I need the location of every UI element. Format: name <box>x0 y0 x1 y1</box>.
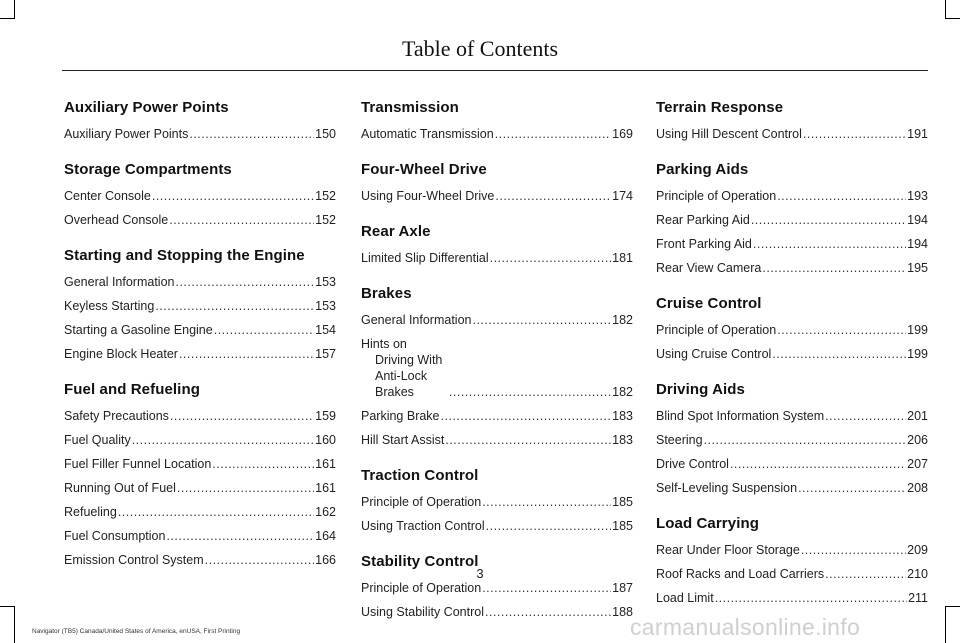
toc-entry-label: Engine Block Heater <box>64 347 178 361</box>
crop-mark-top-left-h <box>0 18 15 19</box>
toc-entry[interactable] <box>64 456 336 472</box>
toc-entry-page: 185 <box>612 519 633 533</box>
toc-section <box>64 160 336 228</box>
toc-entry-page: 152 <box>315 189 336 203</box>
toc-entry-page: 208 <box>907 481 928 495</box>
toc-leader-dots <box>189 126 314 142</box>
toc-column-2 <box>361 98 633 638</box>
toc-entry[interactable] <box>656 212 928 228</box>
toc-entry-page: 164 <box>315 529 336 543</box>
toc-leader-dots <box>803 126 906 142</box>
toc-entry-label: Principle of Operation <box>361 495 482 509</box>
toc-entry-page: 199 <box>907 323 928 337</box>
toc-leader-dots <box>730 456 906 472</box>
toc-entry-page: 182 <box>612 313 633 327</box>
toc-section <box>656 294 928 362</box>
crop-mark-bottom-right <box>945 606 946 643</box>
toc-column-3 <box>656 98 928 624</box>
toc-entry-label: General Information <box>64 275 175 289</box>
toc-leader-dots <box>445 432 611 448</box>
toc-entry-page: 210 <box>907 567 928 581</box>
toc-entry-page: 211 <box>908 591 928 605</box>
toc-entry[interactable] <box>656 346 928 362</box>
toc-entry-label: Hints on Driving With Anti-Lock Brakes <box>361 337 443 399</box>
page-title: Table of Contents <box>401 36 559 61</box>
toc-section-title: Fuel and Refueling <box>64 381 200 398</box>
toc-entry-label: Parking Brake <box>361 409 440 423</box>
toc-leader-dots <box>152 188 314 204</box>
toc-entry-page: 166 <box>315 553 336 567</box>
toc-leader-dots <box>762 260 906 276</box>
toc-entry[interactable] <box>64 504 336 520</box>
toc-section-title: Driving Aids <box>656 381 745 398</box>
toc-entry-page: 191 <box>907 127 928 141</box>
toc-entry[interactable] <box>64 274 336 290</box>
toc-entry-page: 169 <box>612 127 633 141</box>
toc-entry[interactable] <box>656 590 928 606</box>
toc-entry[interactable] <box>361 518 633 534</box>
toc-entry[interactable] <box>64 126 336 142</box>
toc-section <box>656 160 928 276</box>
toc-section-title: Auxiliary Power Points <box>64 99 229 116</box>
page-number: 3 <box>476 566 484 581</box>
toc-entry[interactable] <box>361 336 633 400</box>
toc-entry-label: Using Traction Control <box>361 519 485 533</box>
toc-leader-dots <box>777 322 906 338</box>
crop-mark-top-left <box>14 0 15 18</box>
toc-section-title: Parking Aids <box>656 161 749 178</box>
toc-section <box>361 552 633 620</box>
toc-entry-label: Hill Start Assist <box>361 433 445 447</box>
crop-mark-bottom-left <box>14 606 15 643</box>
watermark: carmanualsonline.info <box>630 614 861 640</box>
toc-entry-label: Auxiliary Power Points <box>64 127 189 141</box>
toc-section-title: Storage Compartments <box>64 161 232 178</box>
toc-section <box>656 98 928 142</box>
toc-entry[interactable] <box>64 346 336 362</box>
toc-entry-label: Refueling <box>64 505 117 519</box>
toc-entry-page: 209 <box>907 543 928 557</box>
toc-section-title: Rear Axle <box>361 223 431 240</box>
toc-leader-dots <box>801 542 906 558</box>
toc-entry[interactable] <box>656 480 928 496</box>
toc-entry-label: Running Out of Fuel <box>64 481 176 495</box>
toc-entry[interactable] <box>361 408 633 424</box>
toc-entry-label: Overhead Console <box>64 213 169 227</box>
toc-leader-dots <box>825 408 906 424</box>
toc-entry-page: 160 <box>315 433 336 447</box>
toc-entry-label: Principle of Operation <box>656 189 777 203</box>
toc-entry-label: Limited Slip Differential <box>361 251 489 265</box>
toc-entry[interactable] <box>64 432 336 448</box>
toc-entry-page: 181 <box>612 251 633 265</box>
toc-entry-label: Starting a Gasoline Engine <box>64 323 213 337</box>
toc-entry-page: 194 <box>907 237 928 251</box>
crop-mark-top-right-h <box>945 18 960 19</box>
toc-section-title: Cruise Control <box>656 295 762 312</box>
toc-leader-dots <box>132 432 314 448</box>
toc-entry[interactable] <box>656 408 928 424</box>
toc-entry[interactable] <box>656 322 928 338</box>
toc-entry-label: General Information <box>361 313 472 327</box>
toc-entry[interactable] <box>656 432 928 448</box>
toc-entry-page: 194 <box>907 213 928 227</box>
toc-leader-dots <box>704 432 907 448</box>
toc-section <box>656 380 928 496</box>
toc-entry[interactable] <box>361 494 633 510</box>
toc-entry-page: 153 <box>315 299 336 313</box>
header-divider <box>62 70 928 71</box>
toc-entry[interactable] <box>656 188 928 204</box>
toc-entry-page: 188 <box>612 605 633 619</box>
toc-leader-dots <box>482 580 611 596</box>
toc-entry[interactable] <box>64 528 336 544</box>
toc-leader-dots <box>118 504 314 520</box>
toc-leader-dots <box>472 312 611 328</box>
toc-leader-dots <box>179 346 314 362</box>
toc-entry-page: 157 <box>315 347 336 361</box>
toc-entry[interactable] <box>361 312 633 328</box>
toc-leader-dots <box>798 480 906 496</box>
toc-entry[interactable] <box>656 236 928 252</box>
toc-entry-label: Front Parking Aid <box>656 237 752 251</box>
toc-leader-dots <box>449 384 611 400</box>
toc-leader-dots <box>495 126 611 142</box>
toc-leader-dots <box>175 274 314 290</box>
toc-entry-label: Steering <box>656 433 703 447</box>
toc-entry-label: Using Stability Control <box>361 605 484 619</box>
toc-section-title: Load Carrying <box>656 515 759 532</box>
toc-entry-label: Rear View Camera <box>656 261 762 275</box>
toc-section <box>64 380 336 568</box>
toc-entry[interactable] <box>361 604 633 620</box>
toc-entry-page: 187 <box>612 581 633 595</box>
toc-entry-page: 183 <box>612 409 633 423</box>
toc-leader-dots <box>751 212 906 228</box>
toc-entry[interactable] <box>64 322 336 338</box>
toc-entry-page: 159 <box>315 409 336 423</box>
toc-leader-dots <box>753 236 906 252</box>
toc-entry-page: 150 <box>315 127 336 141</box>
toc-leader-dots <box>155 298 314 314</box>
toc-section <box>361 466 633 534</box>
toc-section <box>64 98 336 142</box>
toc-entry-label: Self-Leveling Suspension <box>656 481 798 495</box>
toc-entry-label: Keyless Starting <box>64 299 155 313</box>
toc-section <box>64 246 336 362</box>
toc-section <box>361 160 633 204</box>
toc-entry-page: 161 <box>315 481 336 495</box>
toc-entry-page: 201 <box>907 409 928 423</box>
toc-section-title: Transmission <box>361 99 459 116</box>
toc-section-title: Brakes <box>361 285 412 302</box>
toc-entry-label: Load Limit <box>656 591 714 605</box>
toc-entry[interactable] <box>361 250 633 266</box>
toc-entry[interactable] <box>656 456 928 472</box>
toc-entry-page: 162 <box>315 505 336 519</box>
toc-leader-dots <box>177 480 314 496</box>
toc-leader-dots <box>212 456 314 472</box>
toc-section <box>656 514 928 606</box>
toc-section-title: Traction Control <box>361 467 479 484</box>
toc-entry-label: Using Four-Wheel Drive <box>361 189 495 203</box>
toc-entry-label: Emission Control System <box>64 553 204 567</box>
toc-section <box>361 222 633 266</box>
toc-entry[interactable] <box>361 432 633 448</box>
toc-section-title: Terrain Response <box>656 99 784 116</box>
toc-entry-label: Rear Parking Aid <box>656 213 750 227</box>
toc-entry-label: Roof Racks and Load Carriers <box>656 567 825 581</box>
toc-entry-page: 206 <box>907 433 928 447</box>
toc-entry-label: Fuel Quality <box>64 433 131 447</box>
toc-leader-dots <box>482 494 611 510</box>
toc-entry[interactable] <box>64 298 336 314</box>
toc-entry[interactable] <box>64 408 336 424</box>
toc-section-title: Stability Control <box>361 553 479 570</box>
toc-leader-dots <box>166 528 314 544</box>
toc-entry-label: Blind Spot Information System <box>656 409 825 423</box>
toc-leader-dots <box>715 590 907 606</box>
toc-entry-page: 152 <box>315 213 336 227</box>
toc-entry-page: 161 <box>315 457 336 471</box>
toc-entry-page: 154 <box>315 323 336 337</box>
toc-entry-label: Rear Under Floor Storage <box>656 543 800 557</box>
toc-entry-label: Fuel Consumption <box>64 529 166 543</box>
crop-mark-bottom-left-h <box>0 606 15 607</box>
toc-entry-label: Safety Precautions <box>64 409 169 423</box>
toc-section <box>361 98 633 142</box>
crop-mark-bottom-right-h <box>945 606 960 607</box>
toc-entry[interactable] <box>656 126 928 142</box>
toc-entry-label: Principle of Operation <box>656 323 777 337</box>
footer-printing-info: Navigator (TB5) Canada/United States of America, enUSA, First Printing <box>32 628 241 635</box>
toc-entry[interactable] <box>361 126 633 142</box>
toc-entry[interactable] <box>656 542 928 558</box>
toc-entry-page: 193 <box>907 189 928 203</box>
toc-entry-page: 185 <box>612 495 633 509</box>
toc-entry-page: 174 <box>612 189 633 203</box>
toc-entry[interactable] <box>64 188 336 204</box>
toc-entry-page: 182 <box>612 385 633 399</box>
toc-entry-page: 195 <box>907 261 928 275</box>
toc-column-1 <box>64 98 336 586</box>
toc-section <box>361 284 633 448</box>
toc-entry-page: 199 <box>907 347 928 361</box>
toc-entry[interactable] <box>361 188 633 204</box>
toc-entry-label: Using Cruise Control <box>656 347 772 361</box>
toc-entry-label: Automatic Transmission <box>361 127 494 141</box>
toc-entry[interactable] <box>656 260 928 276</box>
toc-leader-dots <box>490 250 612 266</box>
toc-entry-page: 183 <box>612 433 633 447</box>
toc-entry[interactable] <box>64 212 336 228</box>
crop-mark-top-right <box>945 0 946 18</box>
toc-leader-dots <box>169 212 314 228</box>
toc-entry-label: Using Hill Descent Control <box>656 127 802 141</box>
toc-entry-label: Fuel Filler Funnel Location <box>64 457 212 471</box>
toc-leader-dots <box>777 188 906 204</box>
toc-leader-dots <box>486 518 611 534</box>
toc-leader-dots <box>441 408 612 424</box>
toc-entry[interactable] <box>361 580 633 596</box>
toc-entry-page: 207 <box>907 457 928 471</box>
toc-entry-label: Drive Control <box>656 457 729 471</box>
toc-entry-label: Center Console <box>64 189 151 203</box>
toc-entry-page: 153 <box>315 275 336 289</box>
toc-leader-dots <box>772 346 906 362</box>
toc-leader-dots <box>495 188 611 204</box>
toc-section-title: Four-Wheel Drive <box>361 161 487 178</box>
toc-section-title: Starting and Stopping the Engine <box>64 247 305 264</box>
toc-leader-dots <box>214 322 314 338</box>
toc-leader-dots <box>170 408 314 424</box>
toc-entry-label: Principle of Operation <box>361 581 482 595</box>
toc-entry[interactable] <box>64 480 336 496</box>
toc-leader-dots <box>485 604 611 620</box>
